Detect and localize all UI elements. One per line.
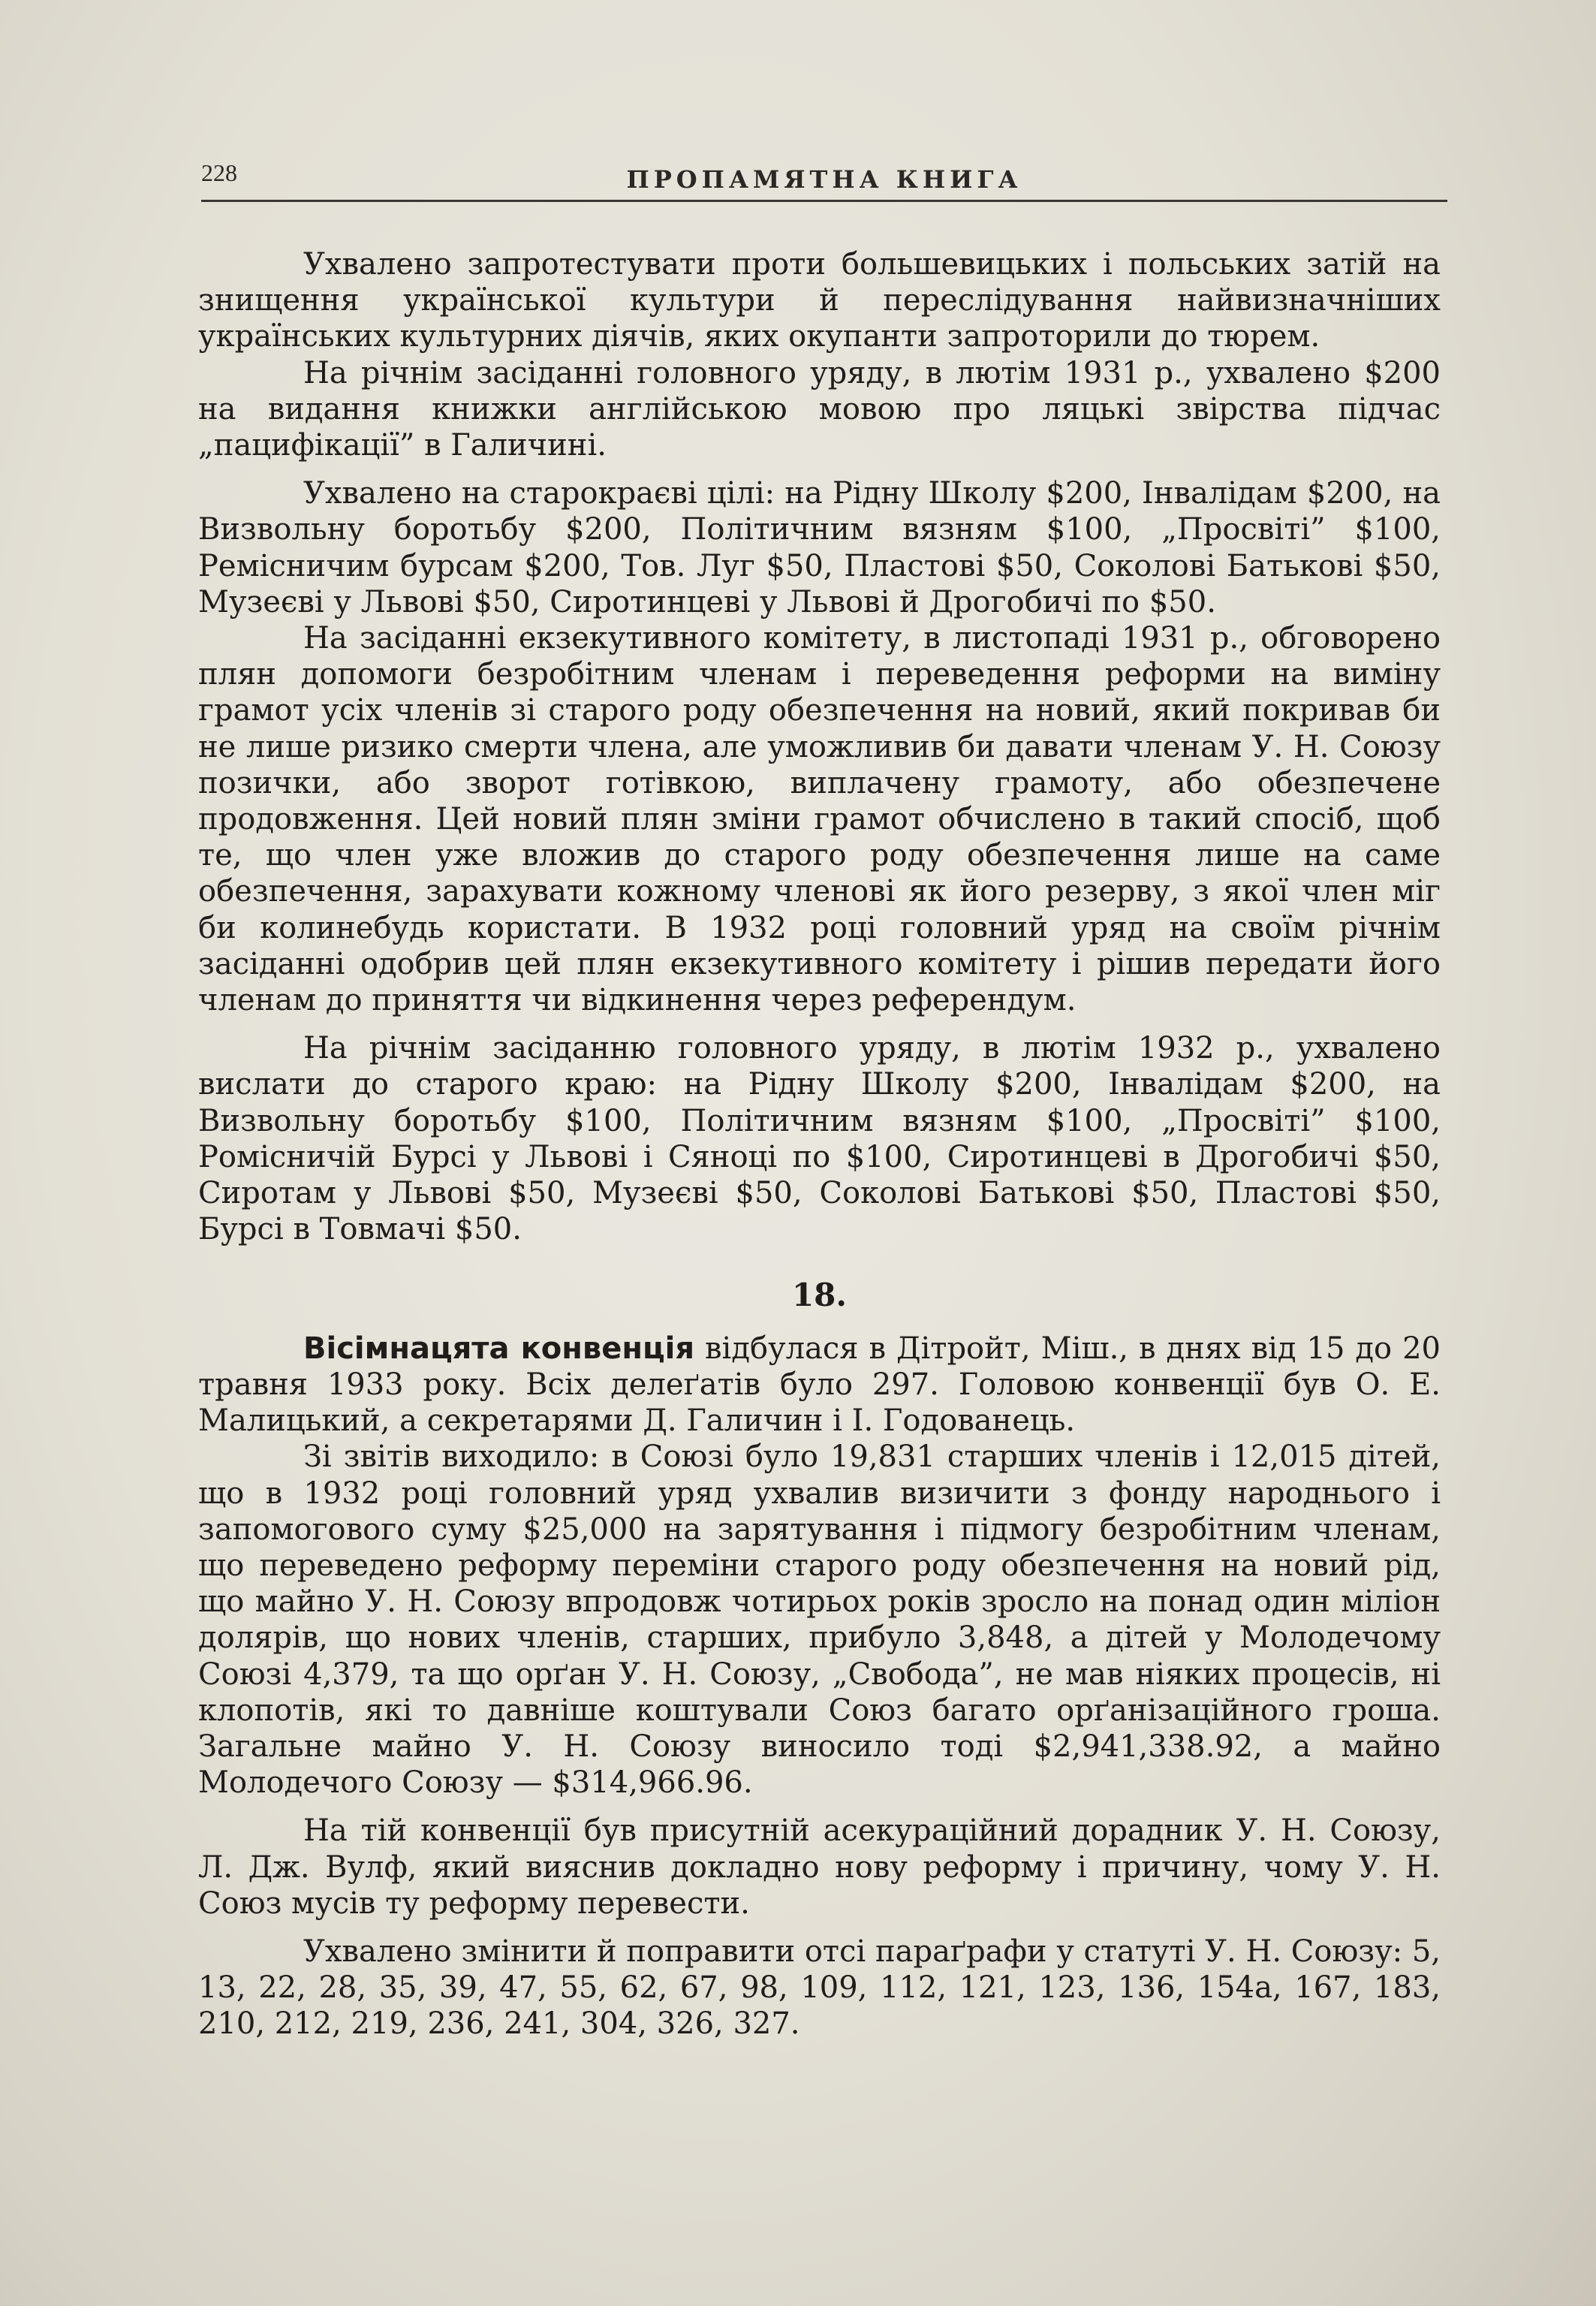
header-rule: [201, 200, 1447, 202]
paragraph: На річнім засіданні головного уряду, в лютім 1931 р., ухвалено $200 на видання книжки англійською мовою про ляцькі звірства підчас „пацифікації” в Галичині.: [198, 355, 1441, 463]
section-number: 18.: [791, 1277, 848, 1314]
paragraph: На річнім засіданню головного уряду, в лютім 1932 р., ухвалено вислати до старого краю: на Рідну Школу $200, Інвалідам $200, на Визвольну боротьбу $100, Політичним вязням $100, „Просвіті” $100, Ромісничій Бурсі у Львові і Сяноці по $100, Сиротинцеві в Дрогобичі $50, Сиротам у Львові $50, Музеєві $50, Соколові Батькові $50, Пластові $50, Бурсі в Товмачі $50.: [198, 1031, 1441, 1247]
paragraph: Ухвалено змінити й поправити отсі параґрафи у статуті У. Н. Союзу: 5, 13, 22, 28, 35, 39, 47, 55, 62, 67, 98, 109, 112, 121, 123, 136, 154а, 167, 183, 210, 212, 219, 236, 241, 304, 326, 327.: [198, 1934, 1441, 2042]
section-lead-bold: Вісімнацята конвенція: [303, 1331, 695, 1366]
paragraph: Ухвалено на старокраєві цілі: на Рідну Школу $200, Інвалідам $200, на Визвольну боротьбу $200, Політичним вязням $100, „Просвіті” $100, Ремісничим бурсам $200, Тов. Луг $50, Пластові $50, Соколові Батькові $50, Музеєві у Львові $50, Сиротинцеві у Львові й Дрогобичі по $50.: [198, 476, 1441, 619]
section-lead-paragraph: [198, 1331, 1441, 1439]
section-lead-text: відбулася в Дітройт, Міш., в днях від 15 до 20 травня 1933 року. Всіх делеґатів було 297. Головою конвенції був О. Е. Малицький, а секретарями Д. Галичин і І. Годованець.: [198, 1331, 1441, 1439]
page-header: [201, 156, 1447, 201]
paragraph: Зі звітів виходило: в Союзі було 19,831 старших членів і 12,015 дітей, що в 1932 році головний уряд ухвалив визичити з фонду народнього і запомогового суму $25,000 на зарятування і підмогу безробітним членам, що переведено реформу переміни старого роду обезпечення на новий рід, що майно У. Н. Союзу впродовж чотирьох років зросло на понад один міліон долярів, що нових членів, старших, прибуло 3,848, а дітей у Молодечому Союзі 4,379, та що орґан У. Н. Союзу, „Свобода”, не мав ніяких процесів, ні клопотів, які то давніше коштували Союз багато орґанізаційного гроша. Загальне майно У. Н. Союзу виносило тоді $2,941,338.92, а майно Молодечого Союзу — $314,966.96.: [198, 1439, 1441, 1801]
page-body: [198, 246, 1441, 2042]
paragraph: На тій конвенції був присутній асекураційний дорадник У. Н. Союзу, Л. Дж. Вулф, який вияснив докладно нову реформу і причину, чому У. Н. Союз мусів ту реформу перевести.: [198, 1813, 1441, 1921]
running-title: ПРОПАМЯТНА КНИГА: [626, 165, 1022, 194]
paragraph: Ухвалено запротестувати проти большевицьких і польських затій на знищення української культури й переслідування найвизначніших українських культурних діячів, яких окупанти запроторили до тюрем.: [198, 247, 1441, 354]
paragraph: На засіданні екзекутивного комітету, в листопаді 1931 р., обговорено плян допомоги безробітним членам і переведення реформи на виміну грамот усіх членів зі старого роду обезпечення на новий, який покривав би не лише ризико смерти члена, але уможливив би давати членам У. Н. Союзу позички, або зворот готівкою, виплачену грамоту, або обезпечене продовження. Цей новий плян зміни грамот обчислено в такий спосіб, щоб те, що член уже вложив до старого роду обезпечення лише на саме обезпечення, зарахувати кожному членові як його резерву, з якої член міг би колинебудь користати. В 1932 році головний уряд на своїм річнім засіданні одобрив цей плян екзекутивного комітету і рішив передати його членам до приняття чи відкинення через референдум.: [198, 621, 1441, 1018]
page-number: 228: [201, 159, 237, 186]
